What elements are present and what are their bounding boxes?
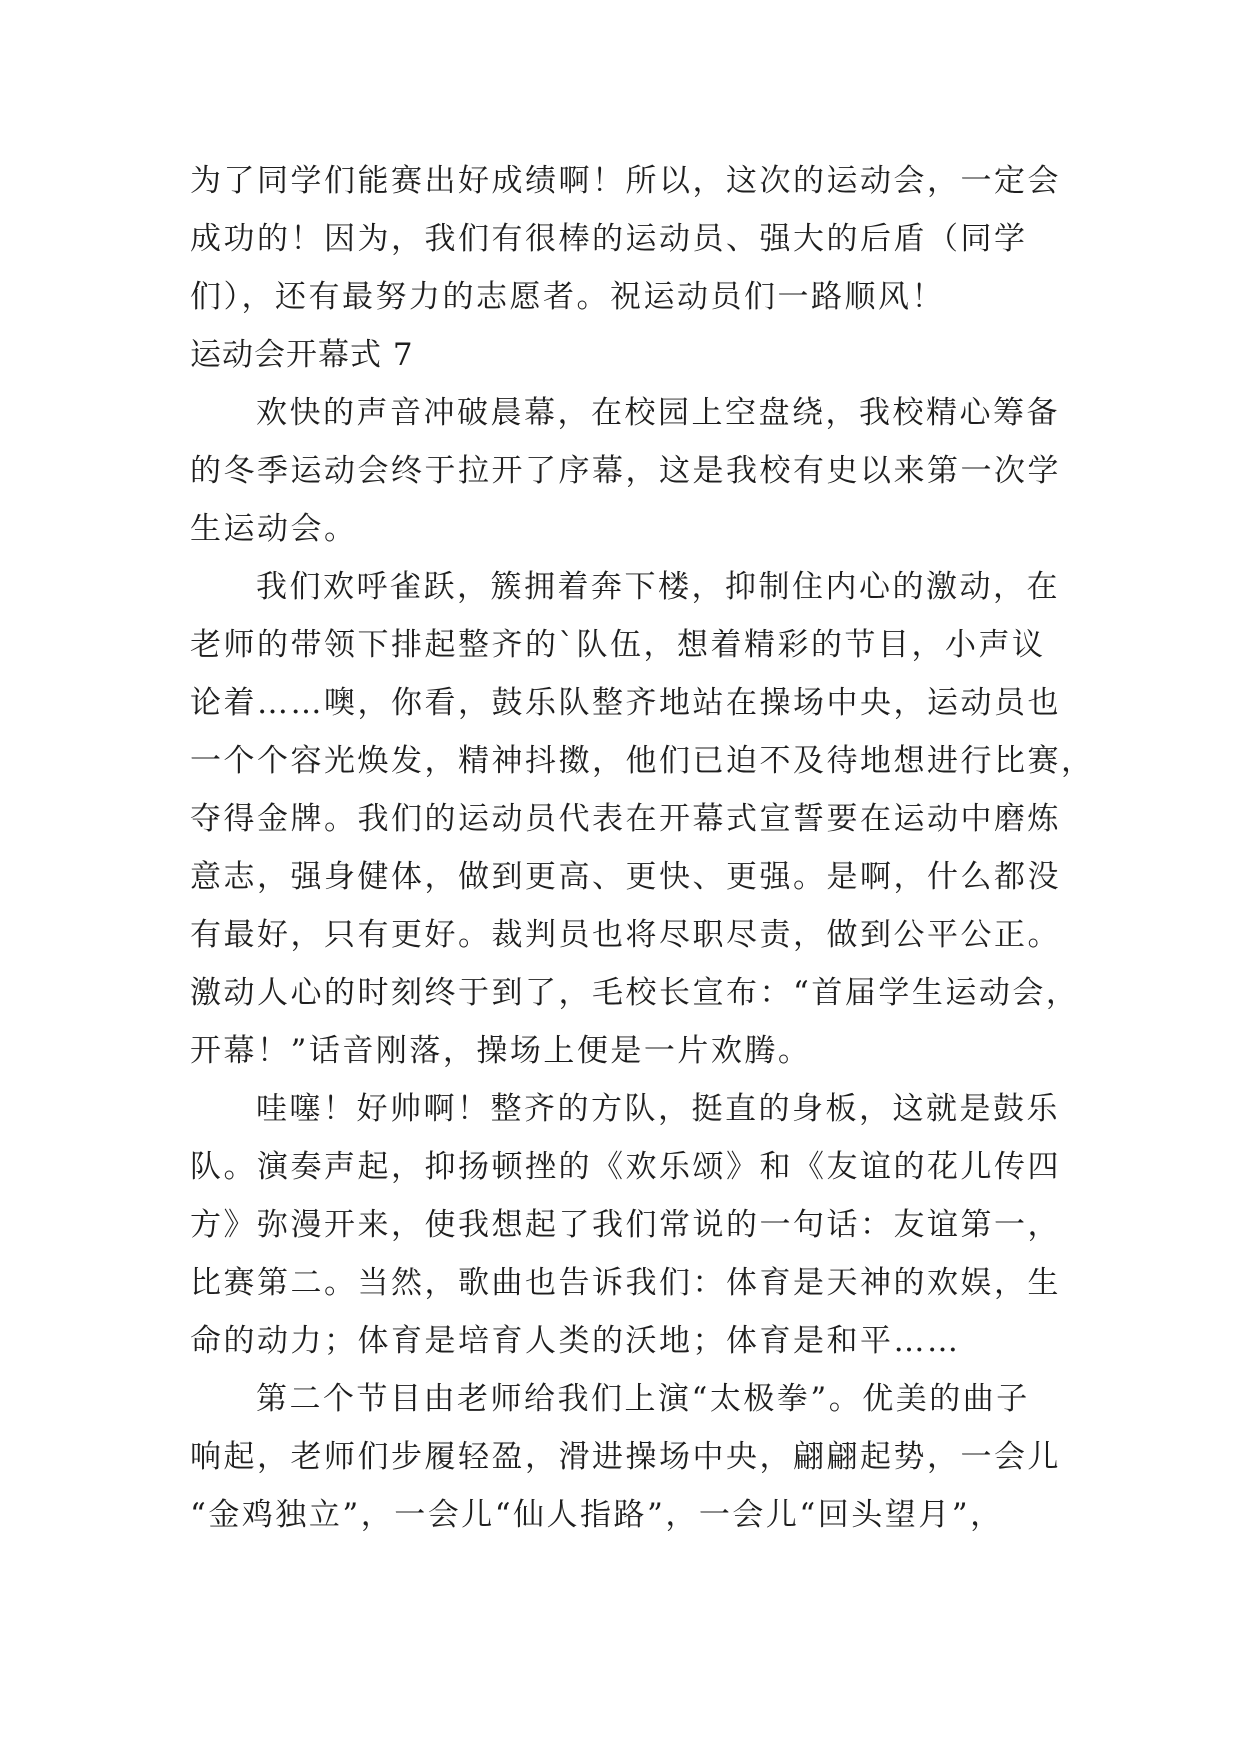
text-line: 的冬季运动会终于拉开了序幕，这是我校有史以来第一次学 <box>190 453 1061 489</box>
text-line: 方》弥漫开来，使我想起了我们常说的一句话：友谊第一， <box>190 1207 1061 1243</box>
text-line: 比赛第二。当然，歌曲也告诉我们：体育是天神的欢娱，生 <box>190 1265 1061 1301</box>
text-line: 激动人心的时刻终于到了，毛校长宣布：“首届学生运动会， <box>190 975 1080 1011</box>
intro-paragraph <box>190 152 1070 326</box>
text-line: 意志，强身健体，做到更高、更快、更强。是啊，什么都没 <box>190 859 1061 895</box>
text-line: 们），还有最努力的志愿者。祝运动员们一路顺风！ <box>190 279 945 315</box>
text-line: “金鸡独立”，一会儿“仙人指路”，一会儿“回头望月”， <box>190 1497 1004 1533</box>
section-heading: 运动会开幕式 7 <box>190 337 414 373</box>
text-line: 论着……噢，你看，鼓乐队整齐地站在操场中央，运动员也 <box>190 685 1061 721</box>
text-line: 老师的带领下排起整齐的`队伍，想着精彩的节目，小声议 <box>190 627 1046 663</box>
text-line: 夺得金牌。我们的运动员代表在开幕式宣誓要在运动中磨炼 <box>190 801 1061 837</box>
text-line: 队。演奏声起，抑扬顿挫的《欢乐颂》和《友谊的花儿传四 <box>190 1149 1061 1185</box>
text-line: 有最好，只有更好。裁判员也将尽职尽责，做到公平公正。 <box>190 917 1061 953</box>
text-line: 命的动力；体育是培育人类的沃地；体育是和平…… <box>190 1323 961 1359</box>
text-line: 我们欢呼雀跃，簇拥着奔下楼，抑制住内心的激动，在 <box>256 569 1060 605</box>
text-line: 成功的！因为，我们有很棒的运动员、强大的后盾（同学 <box>190 221 1028 257</box>
text-line: 一个个容光焕发，精神抖擞，他们已迫不及待地想进行比赛， <box>190 743 1095 779</box>
paragraph-3 <box>190 1080 1070 1370</box>
document-body <box>190 152 1095 1544</box>
text-line: 开幕！”话音刚落，操场上便是一片欢腾。 <box>190 1033 812 1069</box>
text-line: 第二个节目由老师给我们上演“太极拳”。优美的曲子 <box>256 1381 1030 1417</box>
text-line: 欢快的声音冲破晨幕，在校园上空盘绕，我校精心筹备 <box>256 395 1060 431</box>
text-line: 哇噻！好帅啊！整齐的方队，挺直的身板，这就是鼓乐 <box>256 1091 1060 1127</box>
paragraph-2 <box>190 558 1095 1080</box>
paragraph-4 <box>190 1370 1070 1544</box>
text-line: 响起，老师们步履轻盈，滑进操场中央，翩翩起势，一会儿 <box>190 1439 1061 1475</box>
paragraph-1 <box>190 384 1070 558</box>
text-line: 生运动会。 <box>190 511 358 547</box>
text-line: 为了同学们能赛出好成绩啊！所以，这次的运动会，一定会 <box>190 163 1061 199</box>
